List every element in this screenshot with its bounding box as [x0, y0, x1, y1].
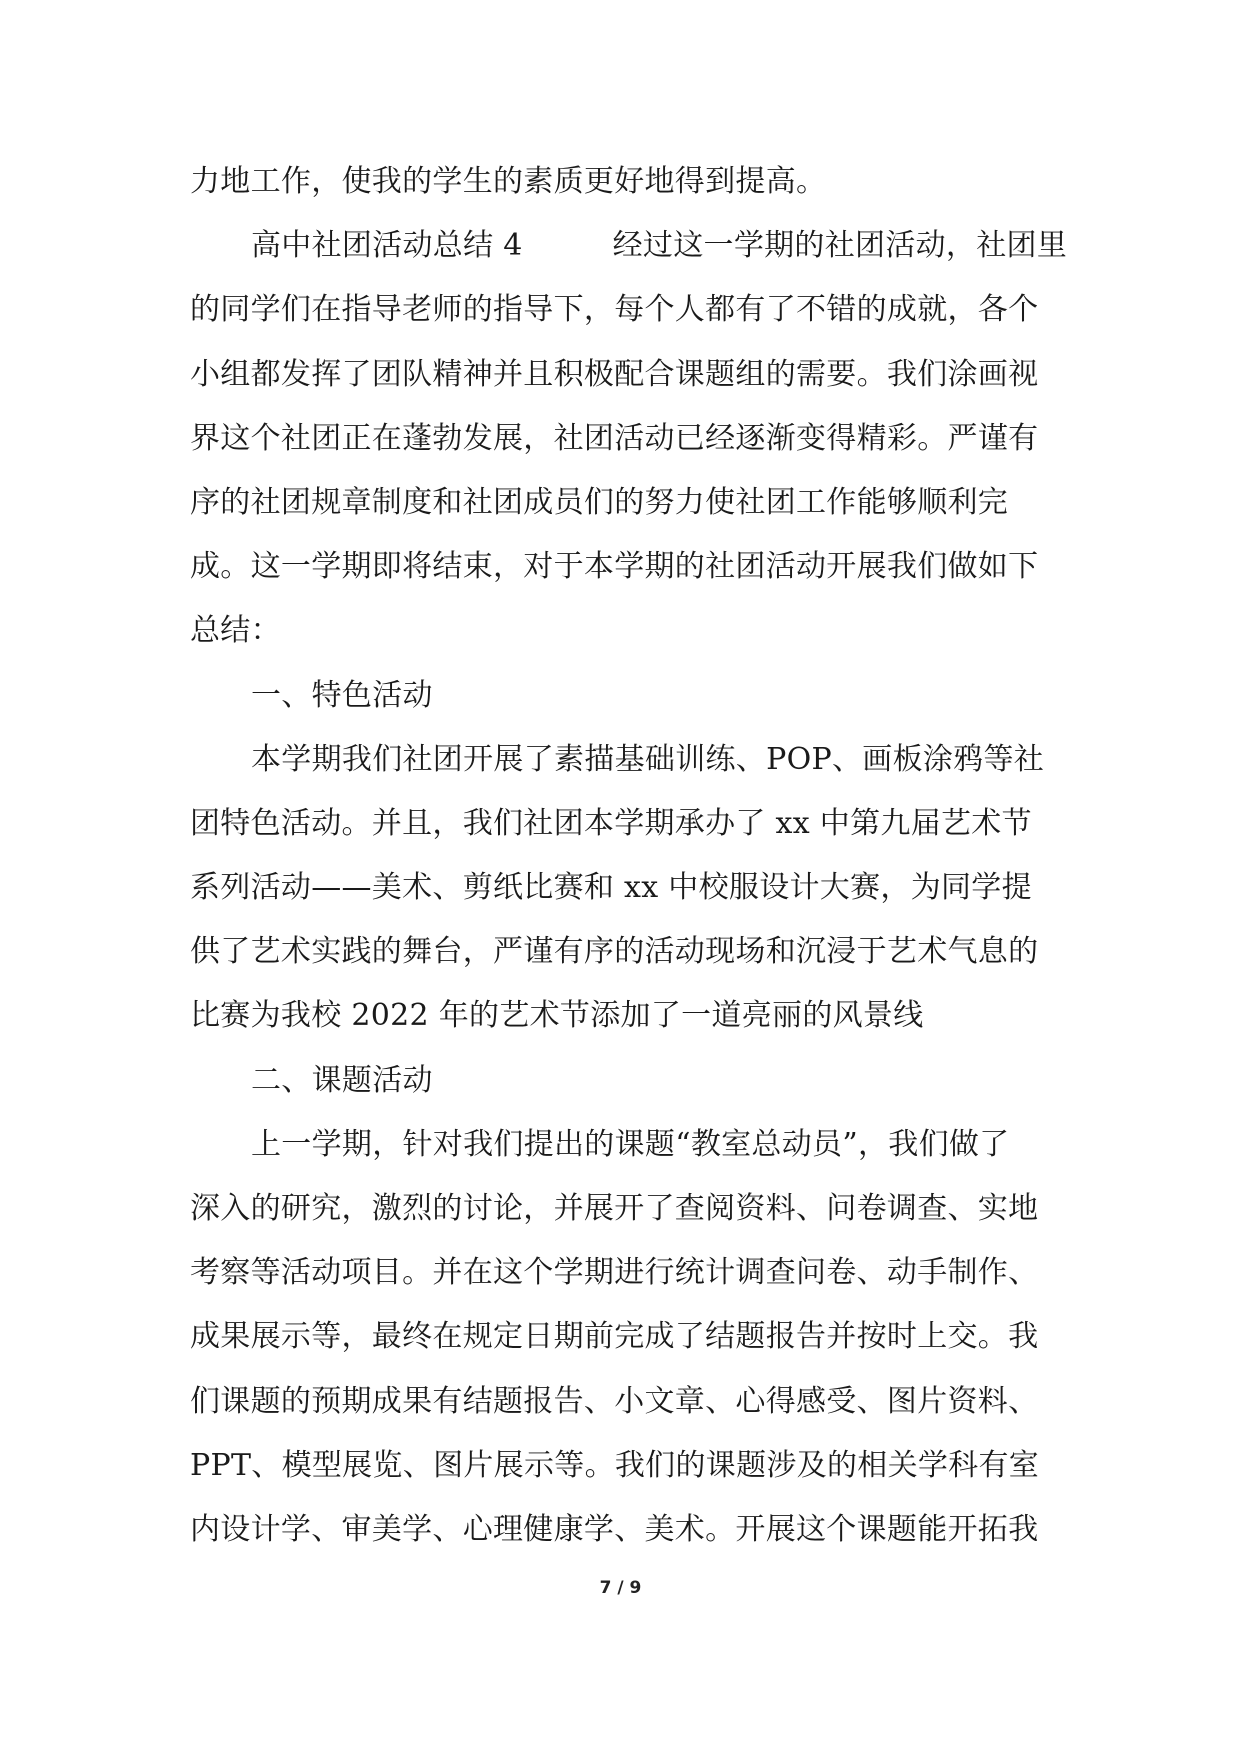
document-body: [190, 150, 1070, 1562]
page-number: 7 / 9: [599, 1578, 642, 1598]
text-line: 小组都发挥了团队精神并且积极配合课题组的需要。我们涂画视: [190, 356, 1039, 392]
text-line: 总结：: [190, 613, 281, 649]
text-line: 比赛为我校 2022 年的艺术节添加了一道亮丽的风景线: [190, 998, 924, 1034]
text-line: 团特色活动。并且，我们社团本学期承办了 xx 中第九届艺术节: [190, 805, 1032, 841]
text-line: 考察等活动项目。并在这个学期进行统计调查问卷、动手制作、: [190, 1255, 1039, 1291]
text-line: 序的社团规章制度和社团成员们的努力使社团工作能够顺利完: [190, 484, 1009, 520]
paragraph-start: 经过这一学期的社团活动，社团里: [612, 228, 1068, 264]
subheading-features: 一、特色活动: [251, 677, 433, 713]
text-line: 系列活动——美术、剪纸比赛和 xx 中校服设计大赛，为同学提: [190, 870, 1032, 906]
section-heading-line: [190, 214, 1070, 278]
text-line: 成。这一学期即将结束，对于本学期的社团活动开展我们做如下: [190, 549, 1039, 585]
text-line: 上一学期，针对我们提出的课题“教室总动员”，我们做了: [251, 1126, 1010, 1162]
text-line: 力地工作，使我的学生的素质更好地得到提高。: [190, 164, 827, 199]
text-line: 们课题的预期成果有结题报告、小文章、心得感受、图片资料、: [190, 1383, 1039, 1419]
text-line: 供了艺术实践的舞台，严谨有序的活动现场和沉浸于艺术气息的: [190, 934, 1039, 970]
text-line: 成果展示等，最终在规定日期前完成了结题报告并按时上交。我: [190, 1319, 1039, 1355]
text-line: 本学期我们社团开展了素描基础训练、POP、画板涂鸦等社: [251, 741, 1045, 777]
text-line: PPT、模型展览、图片展示等。我们的课题涉及的相关学科有室: [190, 1447, 1040, 1483]
text-line: 内设计学、审美学、心理健康学、美术。开展这个课题能开拓我: [190, 1511, 1039, 1547]
text-line: 界这个社团正在蓬勃发展，社团活动已经逐渐变得精彩。严谨有: [190, 420, 1039, 456]
text-line: 深入的研究，激烈的讨论，并展开了查阅资料、问卷调查、实地: [190, 1191, 1039, 1226]
text-line: 的同学们在指导老师的指导下，每个人都有了不错的成就，各个: [190, 292, 1039, 328]
section-title: 高中社团活动总结 4: [251, 228, 523, 264]
subheading-projects: 二、课题活动: [251, 1062, 433, 1098]
